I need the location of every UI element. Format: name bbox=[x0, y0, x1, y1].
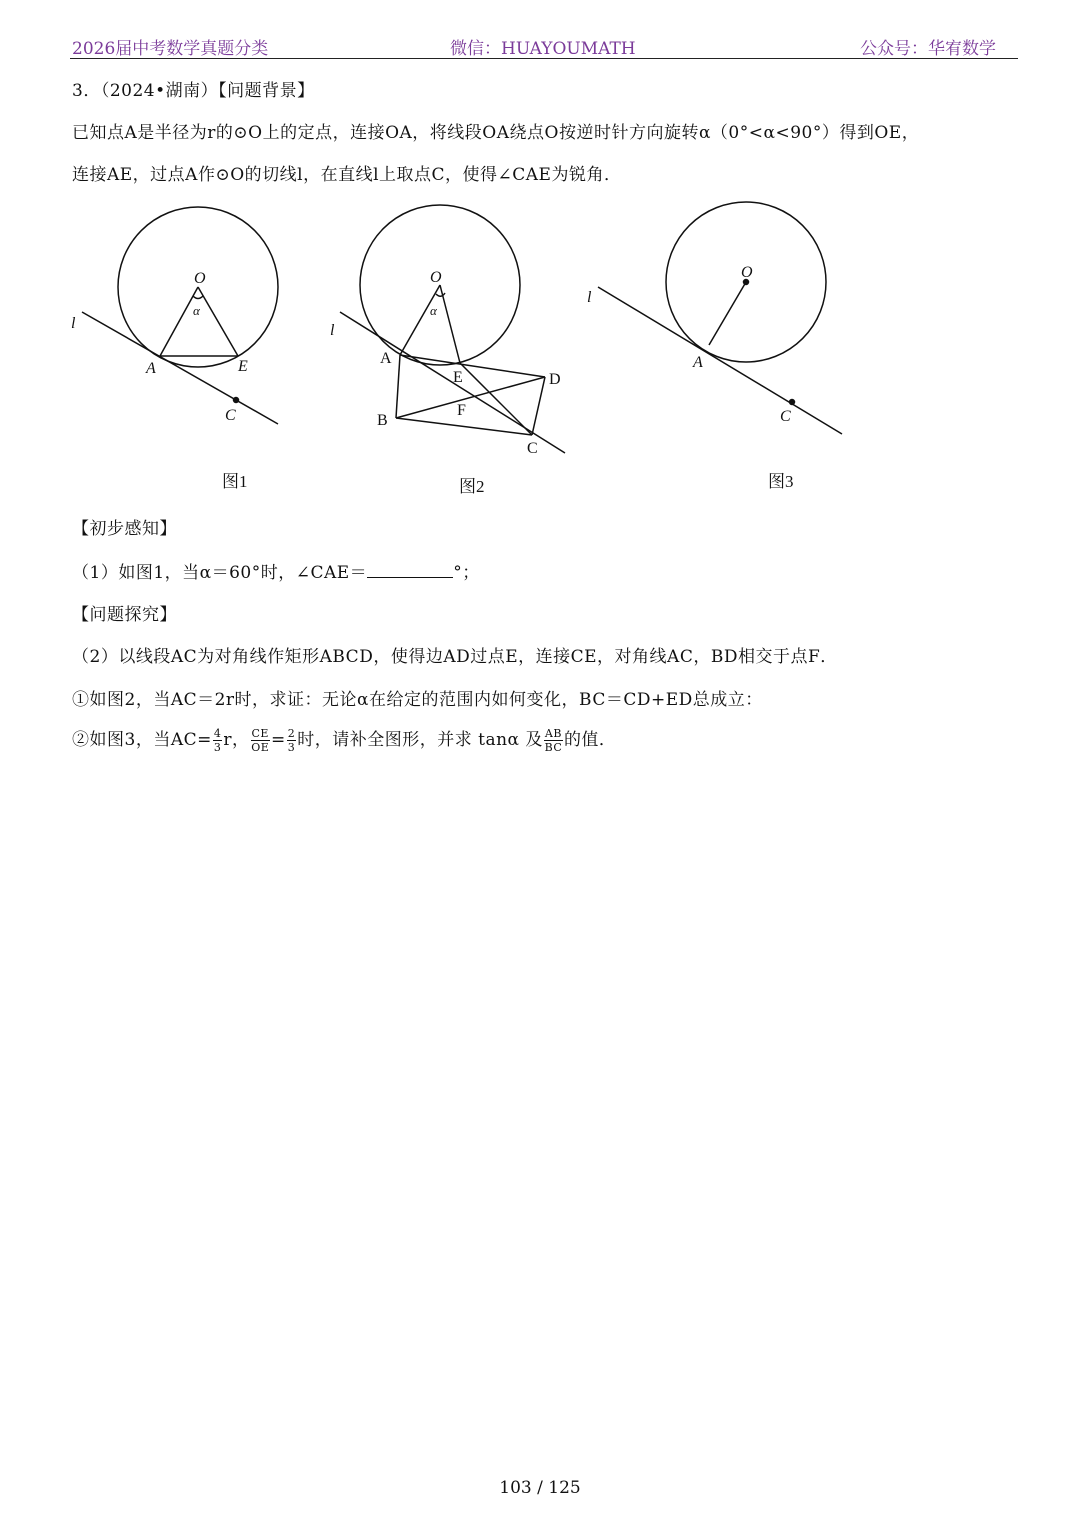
fig3-label-A: A bbox=[693, 354, 703, 371]
fig2-label-alpha: α bbox=[430, 303, 437, 318]
figure-2 bbox=[330, 205, 565, 495]
fig3-tangent-l bbox=[598, 287, 842, 434]
fig3-label-C: C bbox=[780, 408, 791, 425]
page-header bbox=[70, 34, 1018, 59]
fig2-segment-OA bbox=[400, 285, 440, 355]
q2-2-text-b: r， bbox=[223, 730, 250, 750]
fig1-label-O: O bbox=[194, 270, 206, 287]
fig1-angle-arc bbox=[193, 296, 203, 299]
section-preliminary: 【初步感知】 bbox=[72, 519, 177, 539]
q2-2-text-a: ②如图3，当AC= bbox=[72, 730, 212, 750]
question-2-part-1: ①如图2，当AC＝2r时，求证：无论α在给定的范围内如何变化，BC＝CD+ED总成立： bbox=[72, 690, 763, 710]
fig3-label-O: O bbox=[741, 264, 753, 281]
fig2-label-D: D bbox=[549, 371, 561, 388]
header-wechat: 微信：HUAYOUMATH bbox=[450, 39, 636, 59]
q2-2-text-c: = bbox=[270, 730, 286, 750]
problem-intro-line2: 连接AE，过点A作⊙O的切线l，在直线l上取点C，使得∠CAE为锐角． bbox=[72, 165, 622, 185]
fig1-label-l: l bbox=[71, 315, 76, 332]
answer-blank[interactable] bbox=[367, 561, 453, 578]
fig1-segment-OE bbox=[198, 287, 238, 356]
question-2: （2）以线段AC为对角线作矩形ABCD，使得边AD过点E，连接CE，对角线AC，BD相交于点F． bbox=[72, 647, 838, 667]
question-1-suffix: °； bbox=[453, 563, 480, 583]
fraction-4-3: $\frac{4}{3}$ bbox=[213, 727, 222, 754]
fig2-side-DC bbox=[532, 377, 545, 435]
fig1-segment-OA bbox=[160, 287, 198, 356]
fig2-side-CB bbox=[396, 418, 532, 435]
fig2-label-l: l bbox=[330, 322, 335, 339]
fig1-label-E: E bbox=[238, 358, 248, 375]
fig1-label-C: C bbox=[225, 407, 236, 424]
fig3-caption: 图3 bbox=[768, 472, 794, 491]
fig3-label-l: l bbox=[587, 289, 592, 306]
fig1-tangent-l bbox=[82, 312, 278, 424]
fig2-label-F: F bbox=[457, 402, 466, 419]
question-1 bbox=[72, 558, 480, 583]
figures bbox=[0, 195, 1080, 495]
header-series-title: 2026届中考数学真题分类 bbox=[72, 39, 269, 59]
fraction-AB-BC: $\frac{AB}{BC}$ bbox=[544, 727, 563, 754]
fig2-caption: 图2 bbox=[459, 477, 485, 495]
fig2-side-BA bbox=[396, 355, 400, 418]
q2-2-text-d: 时，请补全图形，并求 tanα 及 bbox=[297, 730, 543, 750]
fig1-label-A: A bbox=[146, 360, 156, 377]
fig1-label-alpha: α bbox=[193, 303, 200, 318]
fig2-angle-arc bbox=[436, 293, 445, 296]
figure-1 bbox=[71, 207, 278, 491]
q2-2-text-e: 的值． bbox=[563, 730, 617, 750]
fig2-diagonal-BD bbox=[396, 377, 545, 418]
fig1-caption: 图1 bbox=[222, 472, 248, 491]
fig2-label-O: O bbox=[430, 269, 442, 286]
fig1-point-C bbox=[234, 398, 239, 403]
fraction-CE-OE: $\frac{CE}{OE}$ bbox=[251, 727, 270, 754]
problem-title: 3．（2024•湖南）【问题背景】 bbox=[72, 81, 315, 101]
figure-3 bbox=[587, 202, 842, 491]
question-1-prefix: （1）如图1，当α＝60°时，∠CAE＝ bbox=[72, 563, 368, 583]
fraction-2-3: $\frac{2}{3}$ bbox=[287, 727, 296, 754]
section-exploration: 【问题探究】 bbox=[72, 605, 177, 625]
question-2-part-2 bbox=[72, 725, 616, 754]
fig2-segment-OE bbox=[440, 285, 460, 363]
header-public-account: 公众号：华宥数学 bbox=[860, 39, 996, 59]
fig2-label-B: B bbox=[377, 412, 388, 429]
page-number: 103 / 125 bbox=[499, 1478, 581, 1498]
fig3-point-C bbox=[790, 400, 795, 405]
fig2-label-E: E bbox=[453, 369, 463, 386]
fig2-label-A: A bbox=[380, 350, 392, 367]
fig2-label-C: C bbox=[527, 440, 538, 457]
problem-intro-line1: 已知点A是半径为r的⊙O上的定点，连接OA，将线段OA绕点O按逆时针方向旋转α（0°<α<90°）得到OE， bbox=[72, 123, 920, 143]
fig3-segment-OA bbox=[709, 282, 746, 345]
